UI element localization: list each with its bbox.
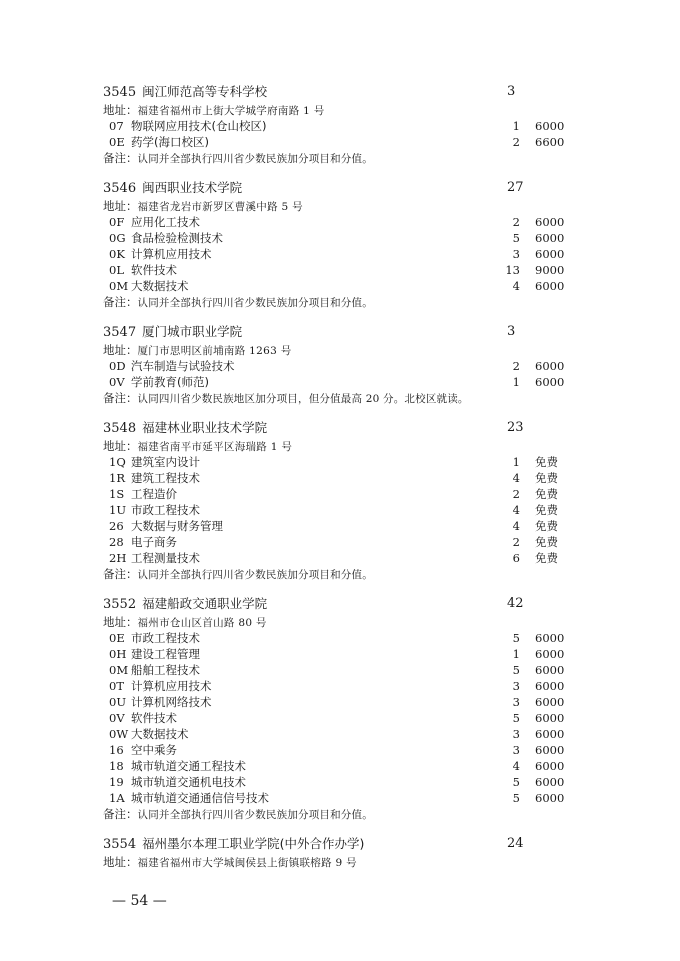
major-tuition: 6000	[535, 695, 565, 709]
major-code: 0G	[109, 231, 126, 245]
school-address	[103, 438, 583, 454]
major-row	[103, 790, 583, 806]
school-plan-count: 3	[507, 324, 516, 339]
major-code: 1Q	[109, 455, 126, 469]
major-plan-count: 4	[512, 519, 520, 533]
school-note	[103, 566, 583, 582]
major-name: 建筑室内设计	[131, 455, 200, 469]
major-name: 药学(海口校区)	[131, 135, 209, 149]
school-address	[103, 102, 583, 118]
major-name: 城市轨道交通机电技术	[131, 775, 246, 789]
major-name: 空中乘务	[131, 743, 177, 757]
major-tuition: 6000	[535, 231, 565, 245]
address-label: 地址：	[103, 615, 138, 629]
address-text: 福建省南平市延平区海瑞路 1 号	[137, 441, 293, 453]
school-note	[103, 390, 583, 406]
major-code: 1A	[109, 791, 125, 805]
major-plan-count: 4	[512, 471, 520, 485]
major-name: 大数据技术	[131, 279, 189, 293]
major-plan-count: 1	[512, 119, 520, 133]
school-name: 闽江师范高等专科学校	[142, 84, 268, 99]
page-number: — 54 —	[112, 893, 167, 909]
school-plan-count: 24	[507, 836, 524, 851]
major-tuition: 免费	[535, 487, 558, 501]
major-code: 0L	[109, 263, 124, 277]
major-name: 电子商务	[131, 535, 177, 549]
address-label: 地址：	[103, 855, 138, 869]
major-tuition: 6000	[535, 215, 565, 229]
major-row	[103, 374, 583, 390]
major-code: 26	[109, 519, 124, 533]
major-tuition: 免费	[535, 503, 558, 517]
address-label: 地址：	[103, 199, 138, 213]
major-tuition: 6000	[535, 711, 565, 725]
school-name: 厦门城市职业学院	[142, 324, 243, 339]
school-name: 福建船政交通职业学院	[142, 596, 268, 611]
major-tuition: 6000	[535, 119, 565, 133]
major-tuition: 6000	[535, 775, 565, 789]
school-name: 福州墨尔本理工职业学院(中外合作办学)	[142, 836, 365, 851]
major-name: 工程造价	[131, 487, 177, 501]
major-name: 计算机应用技术	[131, 247, 212, 261]
major-plan-count: 2	[512, 135, 520, 149]
school-address	[103, 854, 583, 870]
school-code: 3545	[103, 85, 137, 100]
major-tuition: 6000	[535, 663, 565, 677]
major-tuition: 6000	[535, 759, 565, 773]
major-plan-count: 5	[512, 663, 520, 677]
major-plan-count: 5	[512, 711, 520, 725]
school-block	[103, 594, 583, 822]
note-label: 备注：	[103, 151, 138, 165]
major-name: 计算机网络技术	[131, 695, 212, 709]
major-tuition: 免费	[535, 535, 558, 549]
major-code: 28	[109, 535, 124, 549]
major-tuition: 6000	[535, 375, 565, 389]
major-code: 0W	[109, 727, 129, 741]
major-row	[103, 118, 583, 134]
school-block	[103, 322, 583, 406]
school-address	[103, 342, 583, 358]
major-row	[103, 134, 583, 150]
school-header	[103, 834, 583, 854]
major-row	[103, 710, 583, 726]
major-tuition: 免费	[535, 519, 558, 533]
address-text: 福建省福州市上街大学城学府南路 1 号	[137, 105, 325, 117]
major-name: 船舶工程技术	[131, 663, 200, 677]
major-name: 学前教育(师范)	[131, 375, 209, 389]
major-name: 大数据技术	[131, 727, 189, 741]
note-label: 备注：	[103, 295, 138, 309]
address-label: 地址：	[103, 439, 138, 453]
major-code: 0D	[109, 359, 126, 373]
school-address	[103, 614, 583, 630]
major-name: 工程测量技术	[131, 551, 200, 565]
school-plan-count: 3	[507, 84, 516, 99]
major-code: 0E	[109, 135, 125, 149]
major-row	[103, 534, 583, 550]
major-tuition: 6000	[535, 279, 565, 293]
major-plan-count: 3	[512, 743, 520, 757]
major-tuition: 6000	[535, 679, 565, 693]
major-name: 应用化工技术	[131, 215, 200, 229]
major-plan-count: 2	[512, 487, 520, 501]
major-tuition: 9000	[535, 263, 565, 277]
major-row	[103, 742, 583, 758]
major-code: 0M	[109, 279, 129, 293]
major-code: 1R	[109, 471, 125, 485]
major-plan-count: 6	[512, 551, 520, 565]
major-plan-count: 5	[512, 775, 520, 789]
school-plan-count: 42	[507, 596, 524, 611]
major-plan-count: 4	[512, 503, 520, 517]
school-header	[103, 594, 583, 614]
note-text: 认同四川省少数民族地区加分项目，但分值最高 20 分。北校区就读。	[137, 393, 469, 405]
major-name: 城市轨道交通通信信号技术	[131, 791, 269, 805]
major-tuition: 6000	[535, 743, 565, 757]
major-row	[103, 454, 583, 470]
major-tuition: 6000	[535, 647, 565, 661]
note-text: 认同并全部执行四川省少数民族加分项目和分值。	[137, 297, 373, 309]
school-note	[103, 150, 583, 166]
major-code: 0U	[109, 695, 127, 709]
major-row	[103, 214, 583, 230]
major-plan-count: 3	[512, 247, 520, 261]
school-plan-count: 27	[507, 180, 524, 195]
note-label: 备注：	[103, 391, 138, 405]
address-text: 福建省福州市大学城闽侯县上街镇联榕路 9 号	[137, 857, 357, 869]
major-plan-count: 5	[512, 231, 520, 245]
note-text: 认同并全部执行四川省少数民族加分项目和分值。	[137, 153, 373, 165]
major-name: 大数据与财务管理	[131, 519, 223, 533]
major-code: 0M	[109, 663, 129, 677]
major-plan-count: 3	[512, 679, 520, 693]
major-code: 0T	[109, 679, 124, 693]
note-text: 认同并全部执行四川省少数民族加分项目和分值。	[137, 809, 373, 821]
major-row	[103, 278, 583, 294]
major-plan-count: 4	[512, 759, 520, 773]
school-name: 闽西职业技术学院	[142, 180, 243, 195]
major-name: 市政工程技术	[131, 503, 200, 517]
major-plan-count: 5	[512, 631, 520, 645]
address-label: 地址：	[103, 343, 138, 357]
major-plan-count: 1	[512, 647, 520, 661]
school-code: 3554	[103, 837, 137, 852]
major-code: 1U	[109, 503, 127, 517]
note-label: 备注：	[103, 567, 138, 581]
major-plan-count: 5	[512, 791, 520, 805]
major-row	[103, 694, 583, 710]
major-tuition: 6000	[535, 727, 565, 741]
major-row	[103, 726, 583, 742]
major-code: 07	[109, 119, 124, 133]
major-name: 物联网应用技术(仓山校区)	[131, 119, 267, 133]
major-plan-count: 2	[512, 359, 520, 373]
major-code: 0V	[109, 375, 125, 389]
major-plan-count: 2	[512, 215, 520, 229]
school-code: 3546	[103, 181, 137, 196]
admission-listing	[103, 82, 583, 882]
major-plan-count: 1	[512, 455, 520, 469]
major-row	[103, 662, 583, 678]
major-row	[103, 678, 583, 694]
major-name: 城市轨道交通工程技术	[131, 759, 246, 773]
major-code: 0E	[109, 631, 125, 645]
major-row	[103, 774, 583, 790]
school-block	[103, 834, 583, 870]
major-row	[103, 486, 583, 502]
school-block	[103, 178, 583, 310]
major-row	[103, 230, 583, 246]
major-code: 18	[109, 759, 124, 773]
major-name: 软件技术	[131, 263, 177, 277]
school-code: 3548	[103, 421, 137, 436]
major-name: 食品检验检测技术	[131, 231, 223, 245]
school-note	[103, 294, 583, 310]
school-header	[103, 82, 583, 102]
school-header	[103, 418, 583, 438]
major-tuition: 6000	[535, 631, 565, 645]
major-row	[103, 646, 583, 662]
major-plan-count: 1	[512, 375, 520, 389]
note-text: 认同并全部执行四川省少数民族加分项目和分值。	[137, 569, 373, 581]
major-plan-count: 2	[512, 535, 520, 549]
major-code: 16	[109, 743, 124, 757]
major-name: 市政工程技术	[131, 631, 200, 645]
major-tuition: 6000	[535, 359, 565, 373]
note-label: 备注：	[103, 807, 138, 821]
major-row	[103, 262, 583, 278]
major-name: 计算机应用技术	[131, 679, 212, 693]
school-header	[103, 178, 583, 198]
major-code: 0V	[109, 711, 125, 725]
major-plan-count: 4	[512, 279, 520, 293]
major-row	[103, 502, 583, 518]
school-address	[103, 198, 583, 214]
major-tuition: 6000	[535, 247, 565, 261]
major-row	[103, 518, 583, 534]
school-code: 3547	[103, 325, 137, 340]
major-plan-count: 13	[505, 263, 520, 277]
major-plan-count: 3	[512, 727, 520, 741]
major-code: 19	[109, 775, 124, 789]
major-name: 建筑工程技术	[131, 471, 200, 485]
school-plan-count: 23	[507, 420, 524, 435]
address-text: 福建省龙岩市新罗区曹溪中路 5 号	[137, 201, 303, 213]
major-row	[103, 758, 583, 774]
school-block	[103, 82, 583, 166]
major-name: 软件技术	[131, 711, 177, 725]
major-tuition: 6600	[535, 135, 565, 149]
major-code: 2H	[109, 551, 127, 565]
major-name: 建设工程管理	[131, 647, 200, 661]
address-label: 地址：	[103, 103, 138, 117]
school-note	[103, 806, 583, 822]
major-row	[103, 630, 583, 646]
school-header	[103, 322, 583, 342]
major-row	[103, 550, 583, 566]
school-code: 3552	[103, 597, 137, 612]
major-tuition: 6000	[535, 791, 565, 805]
major-code: 0K	[109, 247, 125, 261]
major-row	[103, 470, 583, 486]
major-tuition: 免费	[535, 455, 558, 469]
major-code: 0F	[109, 215, 125, 229]
major-tuition: 免费	[535, 471, 558, 485]
major-row	[103, 358, 583, 374]
major-code: 1S	[109, 487, 125, 501]
address-text: 厦门市思明区前埔南路 1263 号	[137, 345, 292, 357]
major-tuition: 免费	[535, 551, 558, 565]
school-name: 福建林业职业技术学院	[142, 420, 268, 435]
address-text: 福州市仓山区首山路 80 号	[137, 617, 267, 629]
major-row	[103, 246, 583, 262]
major-code: 0H	[109, 647, 127, 661]
major-name: 汽车制造与试验技术	[131, 359, 235, 373]
major-plan-count: 3	[512, 695, 520, 709]
school-block	[103, 418, 583, 582]
